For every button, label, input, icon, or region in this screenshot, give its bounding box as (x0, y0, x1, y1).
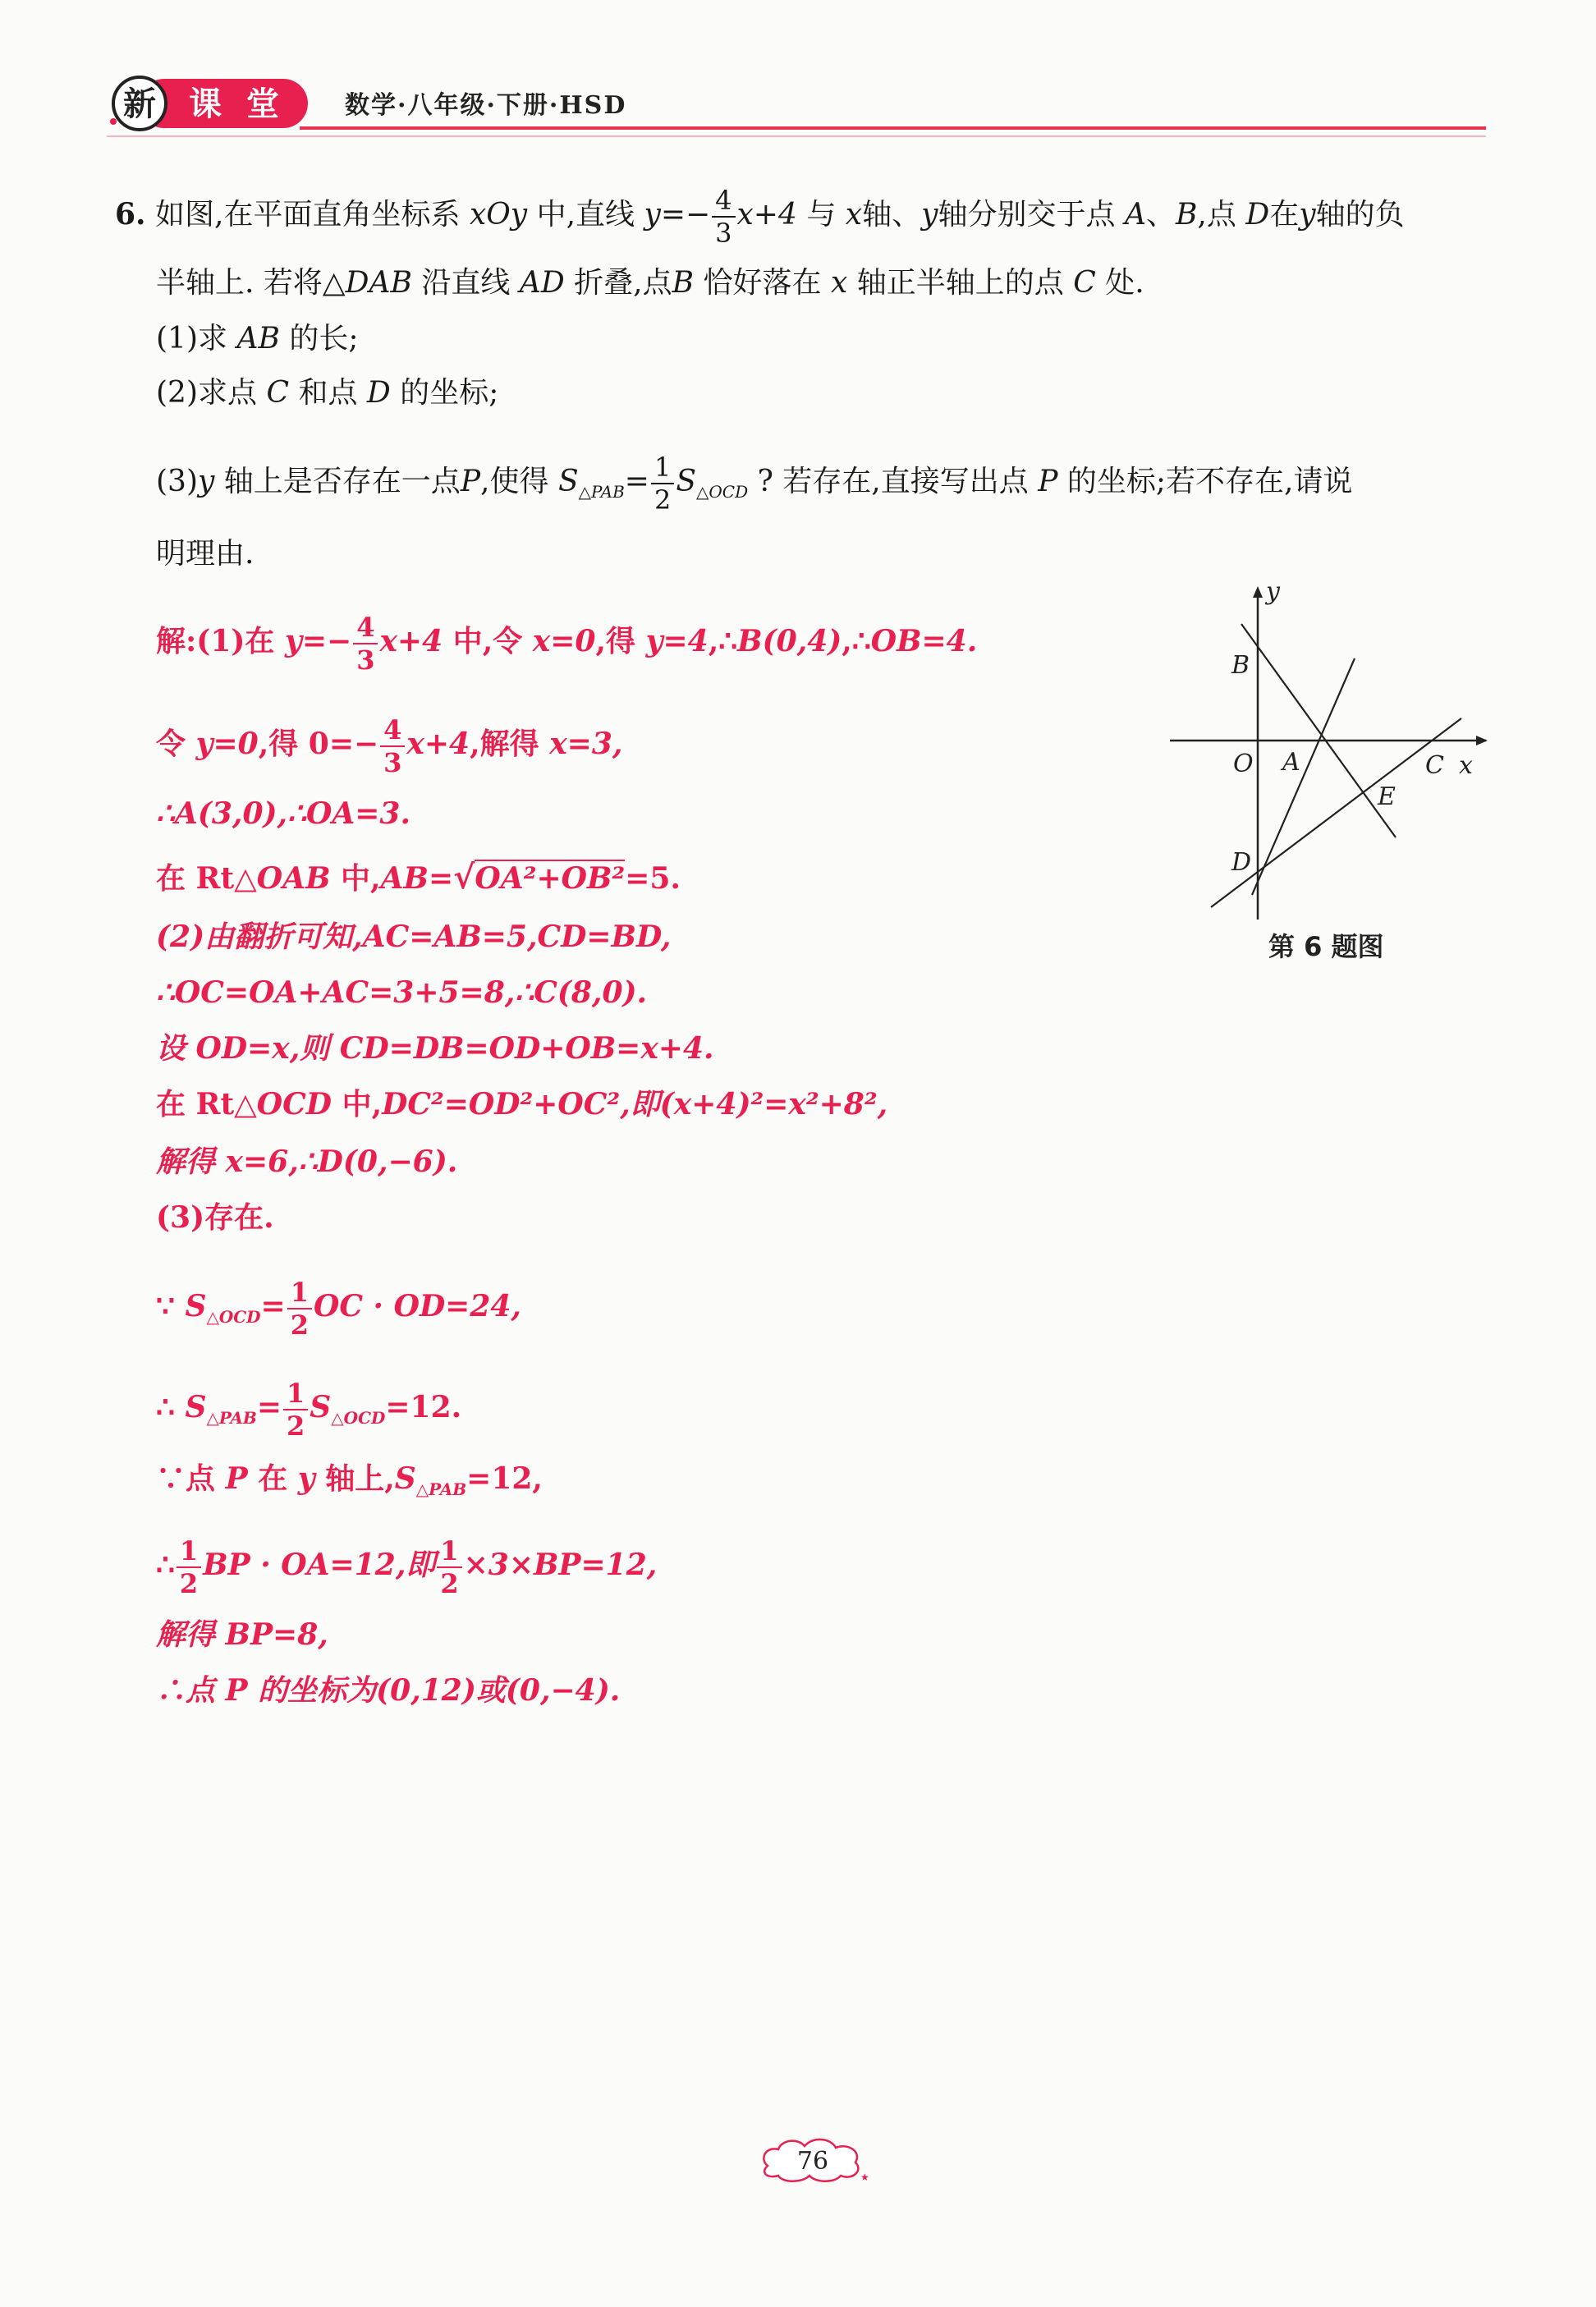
header-rule (300, 126, 1486, 130)
solution-line-14: ∴ $\frac{1}{2}$ BP · OA=12,即 $\frac{1}{2}$ ×3×BP=12, (156, 1535, 658, 1599)
page-number: 76 (796, 2147, 829, 2176)
solution-line-9: 解得 x=6,∴D(0,−6). (156, 1144, 458, 1179)
fraction-four-thirds: $\frac{4}{3}$ (712, 185, 735, 249)
problem-part-1: (1)求 AB 的长; (156, 322, 359, 355)
solution-line-6: ∴OC=OA+AC=3+5=8,∴C(8,0). (156, 975, 648, 1010)
page-number-badge (755, 2135, 870, 2184)
solution-line-8: 在 Rt△OCD 中,DC²=OD²+OC²,即(x+4)²=x²+8², (156, 1087, 888, 1121)
solution-line-5: (2)由翻折可知,AC=AB=5,CD=BD, (156, 920, 672, 954)
solution-line-11: ∵ $S_{\triangle OCD}=$ $\frac{1}{2}$ OC · OD=24, (156, 1277, 521, 1341)
x-axis-arrow (1476, 736, 1488, 745)
header-rule-thin (107, 135, 1486, 137)
coordinate-figure (1166, 583, 1494, 928)
problem-part-3: (3)y 轴上是否存在一点P,使得 $S_{\triangle PAB}=$ $\frac{1}{2}$ $S_{\triangle OCD}$ ? 若存在,直接写出点 P 的坐标;若不存在,请说 (156, 452, 1353, 516)
label-A: A (1282, 748, 1300, 777)
brand-logo (107, 72, 312, 138)
line-DC (1211, 718, 1461, 907)
solution-line-12: ∴ $S_{\triangle PAB}=$ $\frac{1}{2}$ $S_{\triangle OCD}=12$. (156, 1378, 462, 1442)
problem-line-2: 半轴上. 若将△DAB 沿直线 AD 折叠,点B 恰好落在 x 轴正半轴上的点 C 处. (156, 266, 1144, 300)
label-x: x (1459, 751, 1473, 780)
problem-part-2: (2)求点 C 和点 D 的坐标; (156, 376, 499, 410)
label-D: D (1231, 848, 1252, 877)
header-subtitle: 数学·八年级·下册·HSD (345, 91, 627, 120)
line-AB (1241, 624, 1396, 837)
fraction-one-half: $\frac{1}{2}$ (651, 452, 674, 516)
solution-line-15: 解得 BP=8, (156, 1617, 328, 1652)
label-B: B (1231, 651, 1250, 680)
solution-line-1: 解:(1)在 y=− $\frac{4}{3}$ x+4 中,令 x=0,得 y=4,∴B(0,4),∴OB=4. (156, 612, 978, 676)
solution-line-2: 令 y=0,得 0=− $\frac{4}{3}$ x+4,解得 x=3, (156, 714, 623, 778)
brand-char-1: 新 (123, 85, 156, 123)
problem-part-3-line-2: 明理由. (156, 537, 255, 571)
solution-line-4: 在 Rt△OAB 中,AB=√OA²+OB²=5. (156, 858, 681, 897)
label-E: E (1378, 782, 1396, 811)
solution-line-7: 设 OD=x,则 CD=DB=OD+OB=x+4. (156, 1031, 714, 1066)
solution-line-13: ∵点 P 在 y 轴上$,S_{\triangle PAB}=12$, (156, 1461, 543, 1499)
label-C: C (1425, 751, 1444, 780)
solution-line-16: ∴点 P 的坐标为(0,12)或(0,−4). (156, 1673, 621, 1708)
label-O: O (1233, 750, 1254, 778)
y-axis-arrow (1253, 586, 1263, 598)
brand-char-3: 堂 (246, 85, 279, 123)
figure-caption: 第 6 题图 (1268, 931, 1384, 962)
star-icon: ★ (860, 2172, 869, 2183)
solution-line-10: (3)存在. (156, 1200, 274, 1235)
line-AD (1252, 658, 1355, 895)
brand-char-2: 课 (189, 85, 222, 123)
problem-number: 6. (115, 197, 146, 232)
problem-line-1: 6. 如图,在平面直角坐标系 xOy 中,直线 y=− $\frac{4}{3}$ x+4 与 x轴、y轴分别交于点 A、B,点 D在y轴的负 (115, 185, 1405, 249)
solution-line-3: ∴A(3,0),∴OA=3. (156, 796, 411, 831)
label-y: y (1266, 583, 1280, 606)
